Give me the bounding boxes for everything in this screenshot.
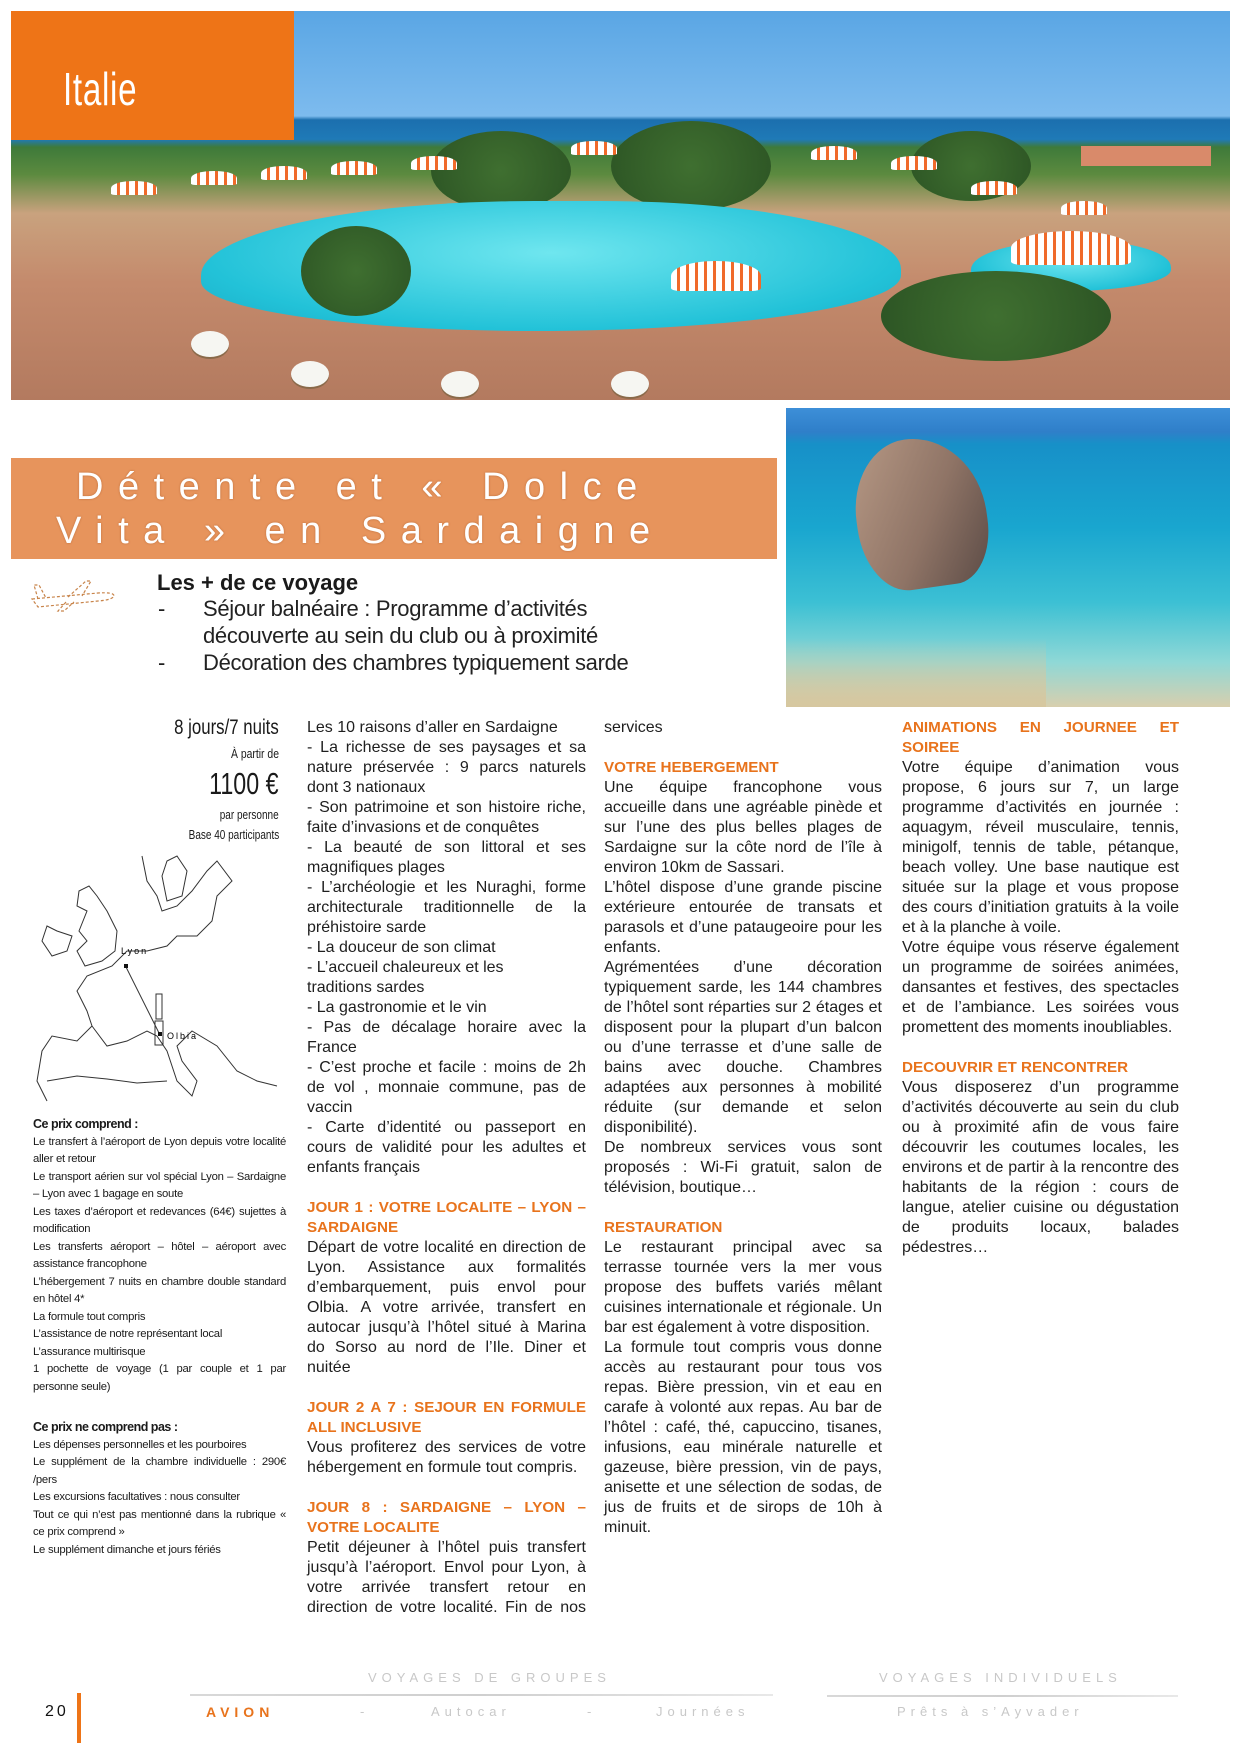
discover-heading: DECOUVRIR ET RENCONTRER [902,1059,1129,1076]
day1-text: Départ de votre localité en direction de Lyon. Assistance aux formalités d’embarquement, puis envol pour Olbia. A votre arrivée, transfert en autocar jusqu’à l’hôtel situé à Marina do Sorso au nord de l’Ile. Diner et nuitée [307,1239,586,1376]
bullet: - [158,650,166,675]
airplane-icon [28,575,118,613]
animations-paragraph: Votre équipe d’animation vous propose, 6 jours sur 7, un large programme d’activités en journée : aquagym, réveil musculaire, tennis, minigolf, tennis de table, pétanque, beach volley. Une base nautique est située sur la plage et vous propose des cours d’initiation gratuits à la voile et à la planche à voile. [902,759,1179,936]
country-title: Italie [63,63,138,115]
includes-item: Les taxes d’aéroport et redevances (64€) sujettes à modification [33,1205,286,1235]
divider [190,1694,773,1696]
day8-text: Petit déjeuner à l’hôtel puis transfert jusqu’à l’aéroport. Envol pour Lyon, à votre arrivée transfert retour en direction de votre localité. Fin de nos [307,1539,586,1616]
excludes-item: Le supplément de la chambre individuelle : 290€ /pers [33,1456,286,1486]
page-number: 20 [45,1703,69,1720]
animations-heading: ANIMATIONS EN JOURNEE ET SOIREE [902,719,1179,756]
price-value: 1100 € [209,766,279,801]
highlight-item: Décoration des chambres typiquement sarde [203,650,629,675]
nav-journees[interactable]: Journées [656,1704,750,1719]
reason-item: - La beauté de son littoral et ses magnifiques plages [307,839,586,876]
column-activities [902,718,1179,1258]
includes-item: L’assurance multirisque [33,1345,146,1358]
includes-item: La formule tout compris [33,1310,146,1323]
reason-item: traditions sardes [307,979,425,996]
nav-avion[interactable]: AVION [206,1704,275,1720]
discover-text: Vous disposerez d’un programme d’activités découverte au sein du club ou à proximité afin de vous faire découvrir les coutumes locales, les environs et de partir à la rencontre des habitants de la région : cours de langue, atelier cuisine ou dégustation de produits locaux, balades pédestres… [902,1079,1179,1256]
beach-rock-photo [786,408,1230,707]
includes-heading: Ce prix comprend : [33,1117,138,1131]
excludes-item: Le supplément dimanche et jours fériés [33,1543,221,1556]
excludes-heading: Ce prix ne comprend pas : [33,1420,178,1434]
price-base: Base 40 participants [188,828,279,842]
day2-7-heading: JOUR 2 A 7 : SEJOUR EN FORMULE ALL INCLUSIVE [307,1399,586,1436]
reason-item: - La richesse de ses paysages et sa nature préservée : 9 parcs naturels dont 3 nationaux [307,739,586,796]
restaurant-paragraph: La formule tout compris vous donne accès au restaurant pour tous vos repas. Bière pression, vin et eau en carafe à volonté aux repas. Au bar de l’hôtel : café, thé, capuccino, tisanes, infusions, eau minérale naturelle et gazeuse, bière pression, vin de pays, anisette et une sélection de sodas, de jus de fruits et de sirops de 10h à minuit. [604,1339,882,1536]
nav-separator: - [587,1704,597,1719]
includes-item: 1 pochette de voyage (1 par couple et 1 par personne seule) [33,1363,286,1393]
restaurant-heading: RESTAURATION [604,1219,723,1236]
reason-item: - Son patrimoine et son histoire riche, faite d’invasions et de conquêtes [307,799,586,836]
map-label-olbia: Olbia [167,1031,199,1041]
reasons-title: Les 10 raisons d’aller en Sardaigne [307,719,558,736]
trip-duration: 8 jours/7 nuits [174,716,279,739]
trip-title-band [11,458,777,559]
restaurant-paragraph: Le restaurant principal avec sa terrasse tournée vers la mer vous propose des buffets variés mêlant cuisines internationale et régionale. Un bar est également à votre disposition. [604,1239,882,1336]
reason-item: - Pas de décalage horaire avec la France [307,1019,586,1056]
excludes-item: Les dépenses personnelles et les pourboires [33,1438,247,1451]
trip-title-line-1: Détente et « Dolce [76,466,652,508]
lodging-paragraph: De nombreux services vous sont proposés : Wi-Fi gratuit, salon de télévision, boutique… [604,1139,882,1196]
lodging-paragraph: Une équipe francophone vous accueille dans une agréable pinède et sur l’une des plus belles plages de Sardaigne sur la côte nord de l’île à environ 10km de Sassari. [604,779,882,876]
page-number-bar [77,1693,81,1743]
excludes-item: Les excursions facultatives : nous consulter [33,1491,240,1503]
price-includes [33,1116,286,1396]
country-banner [11,11,294,140]
rock-shape [846,430,996,597]
europe-route-map [17,851,293,1105]
highlights-heading: Les + de ce voyage [157,570,359,595]
animations-paragraph: Votre équipe vous réserve également un programme de soirées animées, dansantes et festives, des spectacles et de l’ambiance. Les soirées vous promettent des moments inoubliables. [902,939,1179,1036]
column-hotel [604,718,882,1538]
column-itinerary [307,718,586,1618]
reason-item: - Carte d’identité ou passeport en cours de validité pour les adultes et enfants français [307,1119,586,1176]
price-per-person: par personne [220,808,279,822]
reason-item: - L’accueil chaleureux et les [307,959,504,976]
price-excludes [33,1419,286,1559]
includes-item: L’hébergement 7 nuits en chambre double standard en hôtel 4* [33,1275,286,1305]
day2-7-text: Vous profiterez des services de votre hébergement en formule tout compris. [307,1439,586,1476]
day8-heading: JOUR 8 : SARDAIGNE – LYON – VOTRE LOCALITE [307,1499,586,1536]
bullet: - [158,596,166,621]
group-travel-label: VOYAGES DE GROUPES [368,1670,611,1685]
day1-heading: JOUR 1 : VOTRE LOCALITE – LYON – SARDAIGNE [307,1199,586,1236]
lodging-heading: VOTRE HEBERGEMENT [604,759,779,776]
price-from-label: À partir de [231,746,279,761]
trip-title-line-2: Vita » en Sardaigne [56,510,665,552]
day8-text-cont: services [604,719,663,736]
includes-item: L’assistance de notre représentant local [33,1328,223,1340]
individual-travel-label: VOYAGES INDIVIDUELS [879,1670,1122,1685]
includes-item: Le transport aérien sur vol spécial Lyon – Sardaigne – Lyon avec 1 bagage en soute [33,1170,286,1200]
reason-item: - La gastronomie et le vin [307,999,487,1016]
reason-item: - C’est proche et facile : moins de 2h de vol , monnaie commune, pas de vaccin [307,1059,586,1116]
highlight-item: Séjour balnéaire : Programme d’activités [203,596,588,621]
includes-item: Le transfert à l’aéroport de Lyon depuis votre localité aller et retour [33,1135,286,1165]
nav-prets-a-sayvader[interactable]: Prêts à s’Ayvader [897,1704,1084,1719]
includes-item: Les transferts aéroport – hôtel – aéroport avec assistance francophone [33,1240,286,1270]
lodging-paragraph: L’hôtel dispose d’une grande piscine extérieure entourée de transats et parasols et d’une pataugeoire pour les enfants. [604,879,882,956]
nav-separator: - [360,1704,370,1719]
map-label-lyon: Lyon [121,946,149,956]
excludes-item: Tout ce qui n’est pas mentionné dans la rubrique « ce prix comprend » [33,1508,286,1538]
reason-item: - L’archéologie et les Nuraghi, forme architecturale traditionnelle de la préhistoire sarde [307,879,586,936]
nav-autocar[interactable]: Autocar [431,1704,511,1719]
lodging-paragraph: Agrémentées d’une décoration typiquement sarde, les 144 chambres de l’hôtel sont réparties sur 2 étages et disposent pour la plupart d’un balcon ou d’une terrasse et d’une salle de bains avec douche. Chambres adaptées aux personnes à mobilité réduite (sur demande et selon disponibilité). [604,959,882,1136]
divider [827,1695,1178,1697]
reason-item: - La douceur de son climat [307,939,496,956]
highlight-item-cont: découverte au sein du club ou à proximité [203,623,598,648]
